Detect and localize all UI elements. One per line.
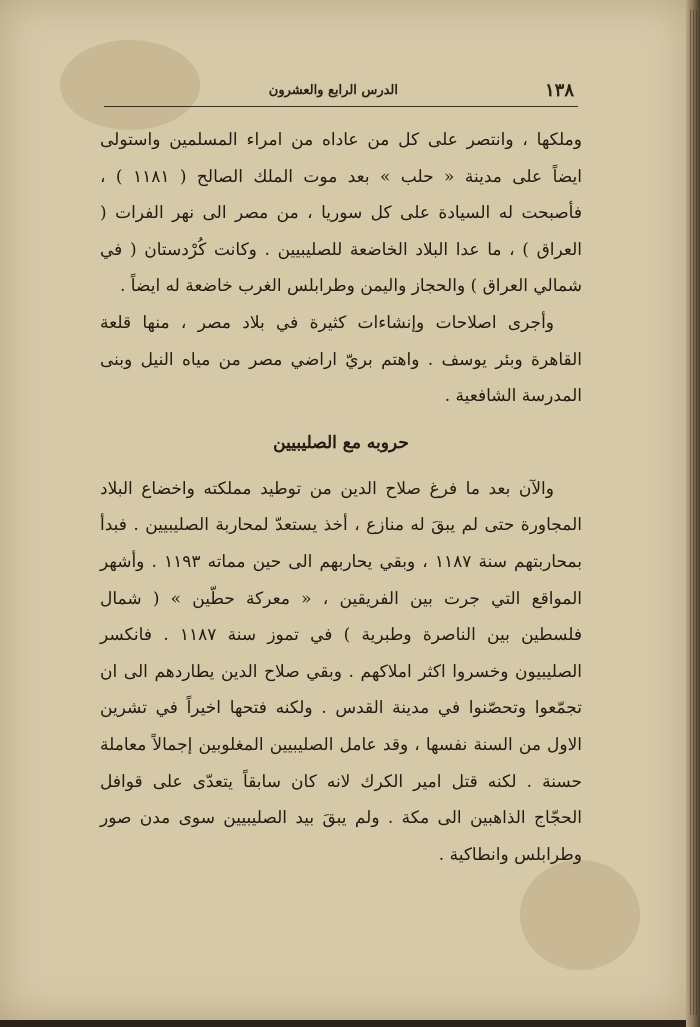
page-header: [104, 80, 578, 104]
page-edge-lines: [690, 10, 698, 1015]
paragraph-3: والآن بعد ما فرغ صلاح الدين من توطيد مملكته واخضاع البلاد المجاورة حتى لم يبقَ له منازع ، أخذ يستعدّ لمحاربة الصليبيين . فبدأ بمحاربتهم سنة ١١٨٧ ، وبقي يحاربهم الى حين مماته ١١٩٣ . وأشهر المواقع التي جرت بين الفريقين ، « معركة حطّين » ( شمال فلسطين بين الناصرة وطبرية ) في تموز سنة ١١٨٧ . فانكسر الصليبيون وخسروا اكثر املاكهم . وبقي صلاح الدين يطاردهم الى ان تجمّعوا وتحصّنوا في مدينة القدس . ولكنه فتحها اخيراً في تشرين الاول من السنة نفسها ، وقد عامل الصليبيين المغلوبين إجمالاً معاملة حسنة . لكنه قتل امير الكرك لانه كان سابقاً يتعدّى على قوافل الحجّاج الذاهبين الى مكة . ولم يبقَ بيد الصليبيين سوى مدن صور وطرابلس وانطاكية .: [100, 478, 583, 865]
section-heading: حروبه مع الصليبيين: [273, 432, 409, 453]
paragraph-2: وأجرى اصلاحات وإنشاءات كثيرة في بلاد مصر ، منها قلعة القاهرة وبئر يوسف . واهتم بريّ اراضي مصر من مياه النيل وبنى المدرسة الشافعية .: [100, 312, 582, 407]
page-body: [100, 122, 582, 873]
page-number: ١٣٨: [544, 80, 574, 101]
header-rule: [104, 106, 578, 107]
paragraph-1: وملكها ، وانتصر على كل من عاداه من امراء المسلمين واستولى ايضاً على مدينة « حلب » بعد موت الملك الصالح ( ١١٨١ ) ، فأصبحت له السيادة على كل سوريا ، من مصر الى نهر الفرات ( العراق ) ، ما عدا البلاد الخاضعة للصليبيين . وكانت كُرْدستان ( في شمالي العراق ) والحجاز واليمن وطرابلس الغرب خاضعة له ايضاً .: [100, 130, 582, 297]
paper-stain: [520, 860, 640, 970]
running-head: الدرس الرابع والعشرون: [268, 83, 398, 98]
book-page-edge: [686, 0, 700, 1027]
